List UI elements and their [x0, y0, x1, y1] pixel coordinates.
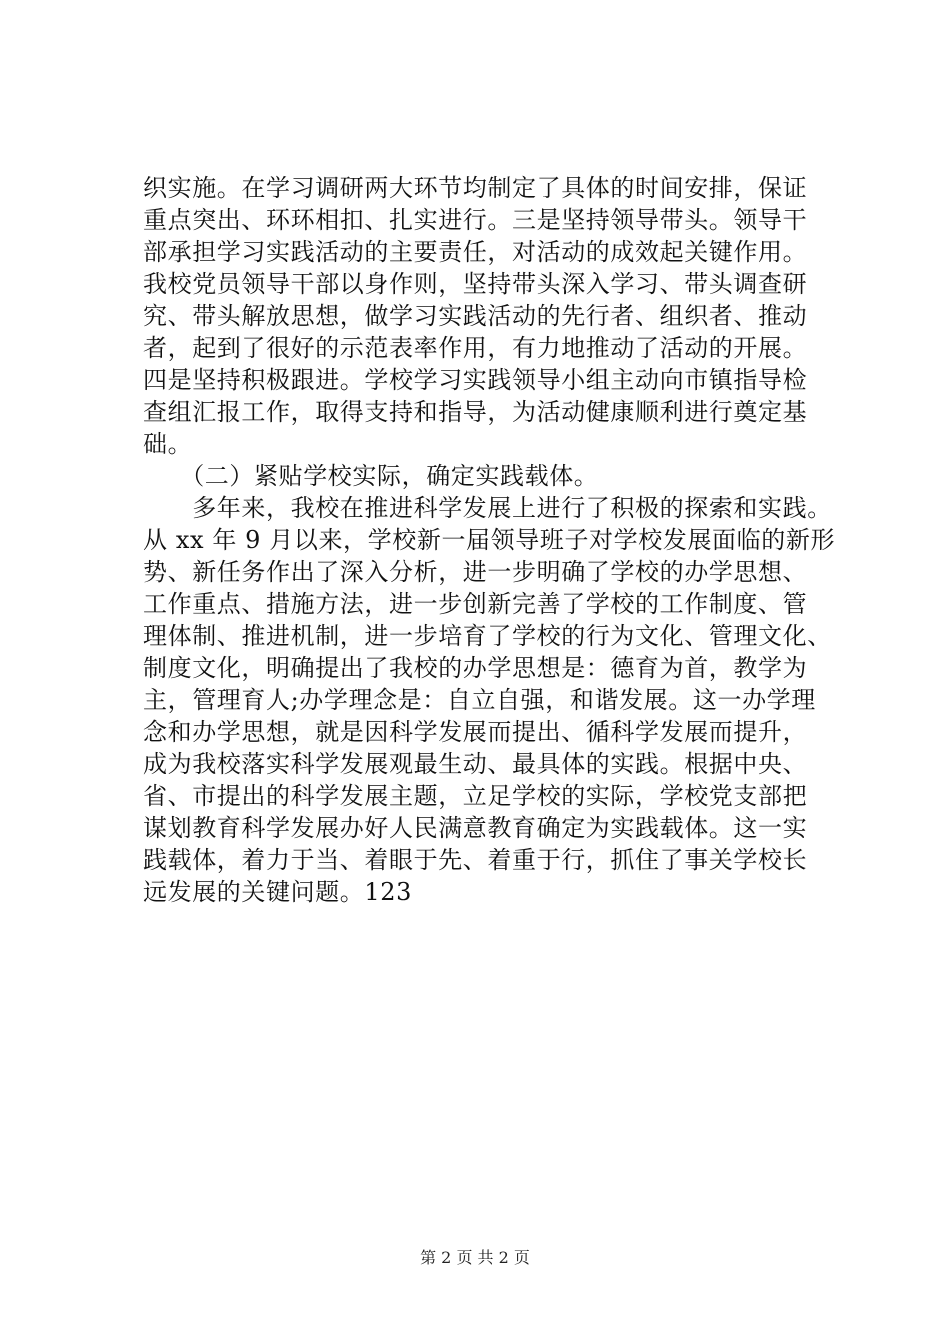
text-line: 四是坚持积极跟进。学校学习实践领导小组主动向市镇指导检	[143, 366, 808, 394]
text-line: 重点突出、环环相扣、扎实进行。三是坚持领导带头。领导干	[143, 206, 808, 234]
text-line: 多年来，我校在推进科学发展上进行了积极的探索和实践。	[143, 494, 832, 522]
text-line: 理体制、推进机制，进一步培育了学校的行为文化、管理文化、	[143, 622, 832, 650]
text-line: 谋划教育科学发展办好人民满意教育确定为实践载体。这一实	[143, 814, 808, 842]
text-line: 从 xx 年 9 月以来，学校新一届领导班子对学校发展面临的新形	[143, 526, 836, 554]
text-line: 远发展的关键问题。123	[143, 878, 413, 906]
text-line: 成为我校落实科学发展观最生动、最具体的实践。根据中央、	[143, 750, 808, 778]
text-line: 省、市提出的科学发展主题，立足学校的实际，学校党支部把	[143, 782, 808, 810]
text-line: 制度文化，明确提出了我校的办学思想是：德育为首，教学为	[143, 654, 808, 682]
text-line: 我校党员领导干部以身作则，坚持带头深入学习、带头调查研	[143, 270, 808, 298]
text-line: 势、新任务作出了深入分析，进一步明确了学校的办学思想、	[143, 558, 808, 586]
text-line: 部承担学习实践活动的主要责任，对活动的成效起关键作用。	[143, 238, 808, 266]
body-text	[143, 172, 843, 908]
text-line: 织实施。在学习调研两大环节均制定了具体的时间安排，保证	[143, 174, 808, 202]
text-line: 主，管理育人;办学理念是：自立自强，和谐发展。这一办学理	[143, 686, 816, 714]
text-line: 践载体，着力于当、着眼于先、着重于行，抓住了事关学校长	[143, 846, 808, 874]
text-line: 查组汇报工作，取得支持和指导，为活动健康顺利进行奠定基	[143, 398, 808, 426]
page-footer: 第 2 页 共 2 页	[420, 1248, 530, 1267]
text-line: 础。	[143, 430, 193, 458]
section-heading: （二）紧贴学校实际，确定实践载体。	[143, 462, 599, 490]
text-line: 究、带头解放思想，做学习实践活动的先行者、组织者、推动	[143, 302, 808, 330]
text-line: 者，起到了很好的示范表率作用，有力地推动了活动的开展。	[143, 334, 808, 362]
text-line: 念和办学思想，就是因科学发展而提出、循科学发展而提升，	[143, 718, 808, 746]
text-line: 工作重点、措施方法，进一步创新完善了学校的工作制度、管	[143, 590, 808, 618]
